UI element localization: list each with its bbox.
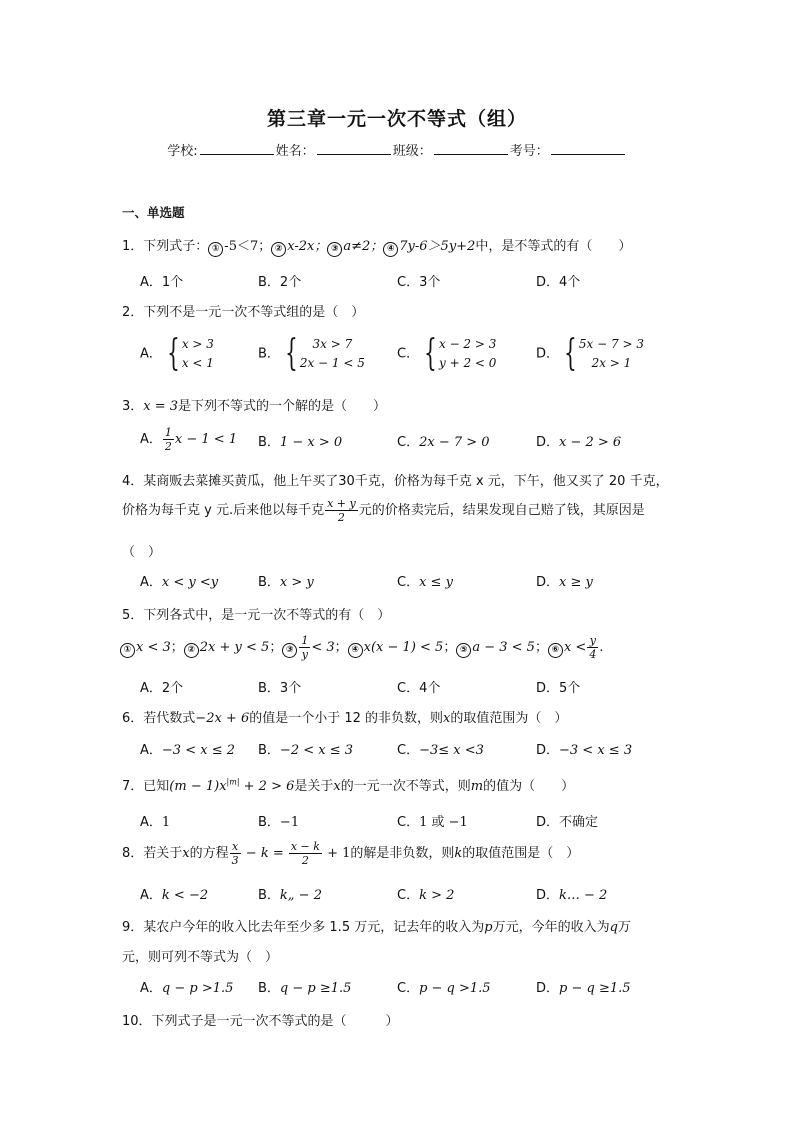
question-text: 的方程 bbox=[189, 846, 229, 861]
option-label: A． bbox=[140, 981, 162, 996]
question-number: 2． bbox=[122, 305, 144, 320]
expression: −2 < x ≤ 3 bbox=[279, 743, 354, 758]
denominator: 2 bbox=[301, 854, 309, 867]
question-text: 元的价格卖完后，结果发现自己赔了钱，其原因是 bbox=[358, 503, 645, 518]
page-title: 第三章一元一次不等式（组） bbox=[266, 108, 527, 130]
option-label: D． bbox=[536, 575, 560, 590]
option-b[interactable]: B．3个 bbox=[258, 681, 302, 696]
option-b[interactable]: B．2个 bbox=[258, 275, 302, 290]
student-info-line bbox=[0, 140, 794, 159]
circled-number: ③ bbox=[327, 242, 342, 257]
expression: x ≤ y bbox=[419, 575, 453, 590]
denominator: y bbox=[301, 648, 308, 661]
question-text: 万 bbox=[617, 920, 631, 935]
circled-number: ③ bbox=[282, 643, 297, 658]
expression: a − 3 < 5 bbox=[472, 640, 535, 655]
question-number: 10． bbox=[122, 1014, 152, 1029]
option-d[interactable] bbox=[536, 431, 621, 450]
inequality-system: { 5x − 7 > 3 2x > 1 bbox=[564, 333, 644, 374]
option-label: A． bbox=[140, 346, 162, 362]
question-9-line-2: 元，则可列不等式为（ ） bbox=[122, 950, 279, 965]
option-label: B． bbox=[258, 981, 280, 996]
inequality-system: { x > 3 x < 1 bbox=[167, 333, 214, 374]
question-text: 中，是不等式的有（ ） bbox=[475, 239, 632, 254]
question-number: 9． bbox=[122, 920, 144, 935]
fraction bbox=[325, 497, 358, 524]
option-d[interactable] bbox=[536, 571, 593, 590]
question-number: 3． bbox=[122, 399, 144, 414]
circled-number: ② bbox=[271, 242, 286, 257]
option-b[interactable] bbox=[258, 884, 322, 903]
option-label: A． bbox=[140, 743, 162, 758]
option-label: C． bbox=[397, 888, 420, 903]
question-7 bbox=[122, 775, 574, 794]
expression: −2x + 6 bbox=[195, 711, 250, 726]
option-c[interactable]: C．4个 bbox=[397, 681, 441, 696]
denominator: 4 bbox=[589, 648, 597, 661]
option-label: C． bbox=[397, 346, 420, 362]
option-c[interactable] bbox=[397, 884, 454, 903]
school-label: 学校: bbox=[167, 144, 198, 159]
expression: a≠2； bbox=[343, 239, 384, 254]
fraction bbox=[230, 840, 241, 867]
numerator: 1 bbox=[301, 634, 309, 647]
fraction bbox=[289, 840, 322, 867]
option-b[interactable] bbox=[258, 335, 365, 373]
question-number: 4． bbox=[122, 474, 144, 489]
variable: q bbox=[609, 920, 618, 935]
option-label: D． bbox=[536, 346, 560, 362]
question-9-line-1 bbox=[122, 916, 631, 935]
option-d[interactable] bbox=[536, 977, 631, 996]
exponent: |m| bbox=[226, 777, 240, 787]
option-d[interactable]: D．5个 bbox=[536, 681, 581, 696]
question-text: 某商贩去菜摊买黄瓜，他上午买了30千克，价格为每千克 x 元，下午，他又买了 20 千克， bbox=[143, 474, 669, 489]
separator: ； bbox=[170, 640, 184, 655]
question-3 bbox=[122, 395, 386, 414]
denominator: 2 bbox=[164, 440, 172, 453]
system-line: 2x > 1 bbox=[591, 356, 632, 370]
expression: x − 1 < 1 bbox=[174, 432, 238, 447]
separator: ； bbox=[443, 640, 457, 655]
system-line: x > 3 bbox=[181, 337, 214, 351]
circled-number: ① bbox=[120, 643, 135, 658]
option-label: D． bbox=[536, 981, 560, 996]
option-c[interactable] bbox=[397, 431, 490, 450]
expression: -5＜7； bbox=[224, 239, 272, 254]
option-a[interactable] bbox=[140, 335, 214, 373]
question-2 bbox=[122, 301, 364, 320]
question-4-line-1 bbox=[122, 470, 669, 489]
expression: 7y-6＞5y+2 bbox=[399, 239, 476, 254]
class-blank[interactable] bbox=[434, 142, 508, 155]
expression: 2x − 7 > 0 bbox=[419, 435, 490, 450]
numerator: 1 bbox=[164, 426, 172, 439]
question-6 bbox=[122, 707, 567, 726]
option-label: D． bbox=[536, 815, 560, 830]
expression: x < y <y bbox=[161, 575, 219, 590]
variable: m bbox=[470, 779, 484, 794]
question-8 bbox=[122, 840, 579, 867]
separator: . bbox=[599, 640, 604, 655]
question-text: 万元，今年的收入为 bbox=[492, 920, 610, 935]
option-c[interactable] bbox=[397, 977, 491, 996]
fraction bbox=[587, 634, 598, 661]
variable: x bbox=[333, 779, 341, 794]
fraction bbox=[299, 634, 310, 661]
question-text: 是下列不等式的一个解的是（ ） bbox=[178, 399, 387, 414]
option-label: B． bbox=[258, 888, 280, 903]
system-line: 3x > 7 bbox=[312, 337, 353, 351]
inequality-system: { 3x > 7 2x − 1 < 5 bbox=[285, 333, 365, 374]
question-text: 是关于 bbox=[294, 779, 334, 794]
separator: ； bbox=[334, 640, 348, 655]
separator: ； bbox=[534, 640, 548, 655]
circled-number: ② bbox=[184, 643, 199, 658]
option-d[interactable] bbox=[536, 884, 607, 903]
circled-number: ④ bbox=[383, 242, 398, 257]
option-label: C． bbox=[397, 575, 420, 590]
system-line: x − 2 > 3 bbox=[438, 337, 497, 351]
section-heading: 一、单选题 bbox=[122, 205, 185, 220]
expression: x > y bbox=[279, 575, 314, 590]
class-label: 班级： bbox=[392, 144, 432, 159]
option-label: B． bbox=[258, 435, 280, 450]
option-c[interactable] bbox=[397, 571, 453, 590]
question-text: 下列式子： bbox=[143, 239, 209, 254]
option-c[interactable]: C．3个 bbox=[397, 275, 441, 290]
numerator: y bbox=[587, 634, 598, 648]
question-number: 5． bbox=[122, 608, 144, 623]
expression: p − q >1.5 bbox=[419, 981, 491, 996]
option-d[interactable] bbox=[536, 811, 598, 830]
option-c[interactable] bbox=[397, 811, 468, 830]
variable: p bbox=[484, 920, 493, 935]
option-label: C． bbox=[397, 435, 420, 450]
exam-no-label: 考号： bbox=[509, 144, 549, 159]
variable: k bbox=[454, 846, 463, 861]
expression: < 3 bbox=[311, 640, 335, 655]
expression: x ≥ y bbox=[559, 575, 593, 590]
circled-number: ① bbox=[208, 242, 223, 257]
expression: + 1 bbox=[322, 846, 351, 861]
question-text: 若关于 bbox=[143, 846, 183, 861]
option-a[interactable] bbox=[140, 811, 170, 830]
option-a[interactable]: A．1个 bbox=[140, 275, 184, 290]
question-text: 已知 bbox=[143, 779, 170, 794]
expression: −1 bbox=[279, 815, 300, 830]
option-b[interactable] bbox=[258, 739, 353, 758]
question-number: 6． bbox=[122, 711, 144, 726]
question-text: 的值是一个小于 12 的非负数，则 bbox=[249, 711, 444, 726]
question-1 bbox=[122, 235, 631, 257]
circled-number: ④ bbox=[348, 643, 363, 658]
question-text: 下列不是一元一次不等式组的是（ ） bbox=[143, 305, 365, 320]
exam-no-blank[interactable] bbox=[551, 142, 625, 155]
option-label: B． bbox=[258, 815, 280, 830]
expression: x < 3 bbox=[136, 640, 171, 655]
fraction bbox=[163, 426, 174, 453]
option-d[interactable] bbox=[536, 335, 644, 373]
expression: x-2x； bbox=[287, 239, 328, 254]
expression: − k = bbox=[241, 846, 288, 861]
option-label: D． bbox=[536, 435, 560, 450]
option-a[interactable] bbox=[140, 884, 208, 903]
system-line: 5x − 7 > 3 bbox=[578, 337, 644, 351]
expression: x = 3 bbox=[143, 399, 179, 414]
option-b[interactable] bbox=[258, 571, 314, 590]
question-text: 若代数式 bbox=[143, 711, 196, 726]
option-a[interactable] bbox=[140, 739, 235, 758]
expression: −3 < x ≤ 3 bbox=[559, 743, 633, 758]
option-label: A． bbox=[140, 432, 162, 447]
expression: −3≤ x <3 bbox=[419, 743, 484, 758]
denominator: 3 bbox=[231, 854, 239, 867]
question-text: 的值为（ ） bbox=[483, 779, 575, 794]
separator: ； bbox=[269, 640, 283, 655]
denominator: 2 bbox=[337, 511, 345, 524]
expression: (m − 1)x bbox=[169, 779, 227, 794]
expression: k < −2 bbox=[161, 888, 209, 903]
option-label: C． bbox=[397, 981, 420, 996]
question-text: 价格为每千克 y 元.后来他以每千克 bbox=[122, 503, 325, 518]
expression: q − p >1.5 bbox=[161, 981, 234, 996]
option-label: A． bbox=[140, 575, 162, 590]
expression: 2x + y < 5 bbox=[199, 640, 270, 655]
question-text: 下列式子是一元一次不等式的是（ ） bbox=[151, 1014, 399, 1029]
option-c[interactable] bbox=[397, 335, 496, 373]
option-label: C． bbox=[397, 743, 420, 758]
circled-number: ⑤ bbox=[456, 643, 471, 658]
question-4-line-3: （ ） bbox=[122, 545, 162, 560]
option-a[interactable]: A．2个 bbox=[140, 681, 184, 696]
question-text: 的一元一次不等式，则 bbox=[340, 779, 471, 794]
system-line: y + 2 < 0 bbox=[438, 356, 497, 370]
name-label: 姓名： bbox=[275, 144, 315, 159]
circled-number: ⑥ bbox=[548, 643, 563, 658]
expression: x(x − 1) < 5 bbox=[363, 640, 444, 655]
option-b[interactable] bbox=[258, 431, 342, 450]
option-c[interactable] bbox=[397, 739, 484, 758]
option-label: C． bbox=[397, 815, 420, 830]
variable: x bbox=[443, 711, 451, 726]
question-number: 7． bbox=[122, 779, 144, 794]
option-b[interactable] bbox=[258, 811, 299, 830]
expression: p − q ≥1.5 bbox=[559, 981, 631, 996]
expression: + 2 > 6 bbox=[239, 779, 295, 794]
question-text: 某农户今年的收入比去年至少多 1.5 万元，记去年的收入为 bbox=[143, 920, 485, 935]
system-line: 2x − 1 < 5 bbox=[299, 356, 365, 370]
question-text: 的解是非负数，则 bbox=[350, 846, 455, 861]
expression: −3 < x ≤ 2 bbox=[161, 743, 235, 758]
option-label: A． bbox=[140, 888, 162, 903]
expression: k > 2 bbox=[419, 888, 455, 903]
variable: x bbox=[182, 846, 190, 861]
inequality-system: { x − 2 > 3 y + 2 < 0 bbox=[424, 333, 497, 374]
question-text: 下列各式中，是一元一次不等式的有（ ） bbox=[143, 608, 391, 623]
expression: 不确定 bbox=[559, 815, 599, 830]
question-10 bbox=[122, 1010, 399, 1029]
expression: 1 − x > 0 bbox=[279, 435, 343, 450]
option-label: D． bbox=[536, 888, 560, 903]
numerator: x − k bbox=[290, 840, 320, 853]
option-a[interactable] bbox=[140, 571, 218, 590]
question-number: 8． bbox=[122, 846, 144, 861]
option-label: B． bbox=[258, 575, 280, 590]
system-line: x < 1 bbox=[181, 356, 214, 370]
question-5 bbox=[122, 604, 390, 623]
option-a[interactable] bbox=[140, 977, 233, 996]
expression: 1 bbox=[161, 815, 171, 830]
expression: x − 2 > 6 bbox=[559, 435, 622, 450]
option-d[interactable] bbox=[536, 739, 632, 758]
option-label: A． bbox=[140, 815, 162, 830]
numerator: x bbox=[230, 840, 241, 854]
expression: 1 或 −1 bbox=[419, 815, 468, 830]
option-a[interactable] bbox=[140, 426, 237, 453]
question-4-line-2 bbox=[122, 497, 645, 524]
question-5-items bbox=[120, 634, 603, 661]
option-label: B． bbox=[258, 346, 280, 362]
expression: x < bbox=[563, 640, 587, 655]
name-blank[interactable] bbox=[317, 142, 391, 155]
question-number: 1． bbox=[122, 239, 144, 254]
option-b[interactable] bbox=[258, 977, 351, 996]
numerator: x + y bbox=[327, 497, 356, 510]
option-label: D． bbox=[536, 743, 560, 758]
expression: k„ − 2 bbox=[279, 888, 322, 903]
option-label: B． bbox=[258, 743, 280, 758]
option-d[interactable]: D．4个 bbox=[536, 275, 581, 290]
expression: q − p ≥1.5 bbox=[279, 981, 352, 996]
question-text: 的取值范围是（ ） bbox=[462, 846, 580, 861]
question-text: 的取值范围为（ ） bbox=[450, 711, 568, 726]
school-blank[interactable] bbox=[200, 142, 274, 155]
expression: k… − 2 bbox=[559, 888, 608, 903]
